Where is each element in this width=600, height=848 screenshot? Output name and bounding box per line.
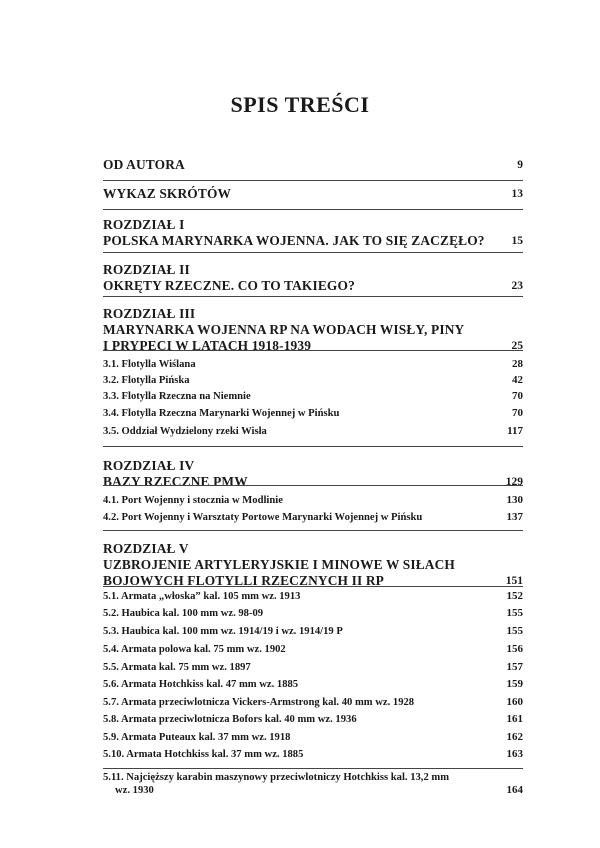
- toc-section-entry: [103, 748, 523, 761]
- toc-divider: [103, 296, 523, 297]
- toc-section-entry: [103, 678, 523, 691]
- toc-entry-title-line: 5.2. Haubica kal. 100 mm wz. 98-09: [103, 608, 264, 619]
- page-title: SPIS TREŚCI: [230, 92, 370, 117]
- toc-entry-title-line: 5.8. Armata przeciwlotnicza Bofors kal. 40 mm wz. 1936: [103, 714, 357, 725]
- toc-page-number: 70: [512, 390, 523, 402]
- toc-divider: [103, 530, 523, 531]
- toc-section-entry: [103, 358, 523, 371]
- toc-section-entry: [103, 407, 523, 420]
- toc-entry-title-line: 3.4. Flotylla Rzeczna Marynarki Wojennej w Pińsku: [103, 408, 340, 419]
- toc-entry-title-line: 3.5. Oddział Wydzielony rzeki Wisła: [103, 426, 267, 437]
- toc-page-number: 129: [505, 476, 523, 488]
- toc-page-number: 15: [511, 235, 523, 247]
- toc-chapter-entry: [103, 217, 523, 249]
- toc-page-number: 28: [512, 358, 523, 370]
- toc-divider: [103, 586, 523, 587]
- toc-entry-title-line: MARYNARKA WOJENNA RP NA WODACH WISŁY, PINY: [103, 322, 465, 337]
- toc-divider: [103, 446, 523, 447]
- toc-entry-title-line: 5.11. Najcięższy karabin maszynowy przeciwlotniczy Hotchkiss kal. 13,2 mm: [103, 772, 450, 783]
- toc-chapter-entry: [103, 306, 523, 354]
- toc-page-number: 42: [512, 374, 523, 386]
- toc-entry-title-line: 5.1. Armata „włoska” kal. 105 mm wz. 1913: [103, 591, 301, 602]
- toc-entry-title-line: ROZDZIAŁ IV: [103, 458, 195, 473]
- toc-page-number: 152: [506, 590, 523, 602]
- toc-chapter-entry: [103, 541, 523, 589]
- toc-entry-title-line: 4.2. Port Wojenny i Warsztaty Portowe Marynarki Wojennej w Pińsku: [103, 512, 423, 523]
- toc-entry-title-line: ROZDZIAŁ II: [103, 262, 190, 277]
- toc-page-number: 161: [506, 713, 523, 725]
- toc-section-entry: [103, 494, 523, 507]
- toc-section-entry: [103, 771, 523, 797]
- toc-entry-title-line: BAZY RZECZNE PMW: [103, 474, 248, 489]
- toc-divider: [103, 209, 523, 210]
- toc-entry-title-line: 3.1. Flotylla Wiślana: [103, 359, 196, 370]
- toc-page-number: 137: [506, 511, 523, 523]
- toc-section-entry: [103, 696, 523, 709]
- toc-page-number: 155: [506, 625, 523, 637]
- toc-entry-title-line: 5.3. Haubica kal. 100 mm wz. 1914/19 i wz. 1914/19 P: [103, 626, 343, 637]
- toc-section-entry: [103, 425, 523, 438]
- toc-entry-title-line: 5.4. Armata polowa kal. 75 mm wz. 1902: [103, 644, 286, 655]
- toc-chapter-entry: [103, 157, 523, 173]
- toc-page-number: 151: [505, 575, 523, 587]
- toc-page-number: 117: [507, 425, 523, 437]
- toc-page-number: 162: [506, 731, 523, 743]
- toc-section-entry: [103, 374, 523, 387]
- toc-page-number: 157: [506, 661, 523, 673]
- toc-page-number: 25: [511, 340, 523, 352]
- toc-entry-title-line: UZBROJENIE ARTYLERYJSKIE I MINOWE W SIŁACH: [103, 557, 455, 572]
- toc-page-number: 156: [506, 643, 523, 655]
- toc-entry-title-line: 5.5. Armata kal. 75 mm wz. 1897: [103, 662, 251, 673]
- toc-page-number: 9: [517, 159, 523, 171]
- toc-chapter-entry: [103, 262, 523, 294]
- toc-page-number: 160: [506, 696, 523, 708]
- toc-divider: [103, 252, 523, 253]
- toc-entry-title-line: OD AUTORA: [103, 157, 185, 172]
- toc-entry-title-line: OKRĘTY RZECZNE. CO TO TAKIEGO?: [103, 278, 355, 293]
- toc-entry-title-line: ROZDZIAŁ V: [103, 541, 189, 556]
- toc-entry-title-line: 5.9. Armata Puteaux kal. 37 mm wz. 1918: [103, 732, 291, 743]
- toc-chapter-entry: [103, 186, 523, 202]
- toc-entry-title-line: WYKAZ SKRÓTÓW: [103, 186, 232, 201]
- toc-entry-title-line: 5.10. Armata Hotchkiss kal. 37 mm wz. 1885: [103, 749, 304, 760]
- toc-entry-title-line: I PRYPECI W LATACH 1918-1939: [103, 338, 312, 353]
- toc-entry-title-line: BOJOWYCH FLOTYLLI RZECZNYCH II RP: [103, 573, 384, 588]
- toc-entry-title-line: wz. 1930: [115, 785, 154, 796]
- toc-page-number: 155: [506, 607, 523, 619]
- toc-entry-title-line: POLSKA MARYNARKA WOJENNA. JAK TO SIĘ ZACZĘŁO?: [103, 233, 485, 248]
- toc-divider: [103, 350, 523, 351]
- toc-entry-title-line: 3.2. Flotylla Pińska: [103, 375, 190, 386]
- toc-entry-title-line: 3.3. Flotylla Rzeczna na Niemnie: [103, 391, 251, 402]
- toc-section-entry: [103, 661, 523, 674]
- toc-section-entry: [103, 713, 523, 726]
- toc-page-number: 23: [511, 280, 523, 292]
- toc-section-entry: [103, 643, 523, 656]
- toc-section-entry: [103, 390, 523, 403]
- toc-section-entry: [103, 625, 523, 638]
- toc-section-entry: [103, 511, 523, 524]
- toc-page-number: 70: [512, 407, 523, 419]
- toc-section-entry: [103, 731, 523, 744]
- toc-section-entry: [103, 590, 523, 603]
- toc-page-number: 159: [506, 678, 523, 690]
- toc-entry-title-line: 5.7. Armata przeciwlotnicza Vickers-Armstrong kal. 40 mm wz. 1928: [103, 697, 415, 708]
- toc-divider: [103, 768, 523, 769]
- toc-page-number: 164: [506, 784, 523, 796]
- toc-page-number: 13: [511, 188, 523, 200]
- toc-page-number: 163: [506, 748, 523, 760]
- toc-entry-title-line: ROZDZIAŁ III: [103, 306, 196, 321]
- toc-entry-title-line: 4.1. Port Wojenny i stocznia w Modlinie: [103, 495, 283, 506]
- toc-page-number: 130: [506, 494, 523, 506]
- toc-divider: [103, 180, 523, 181]
- toc-divider: [103, 485, 523, 486]
- toc-entry-title-line: ROZDZIAŁ I: [103, 217, 185, 232]
- toc-entry-title-line: 5.6. Armata Hotchkiss kal. 47 mm wz. 1885: [103, 679, 299, 690]
- toc-section-entry: [103, 607, 523, 620]
